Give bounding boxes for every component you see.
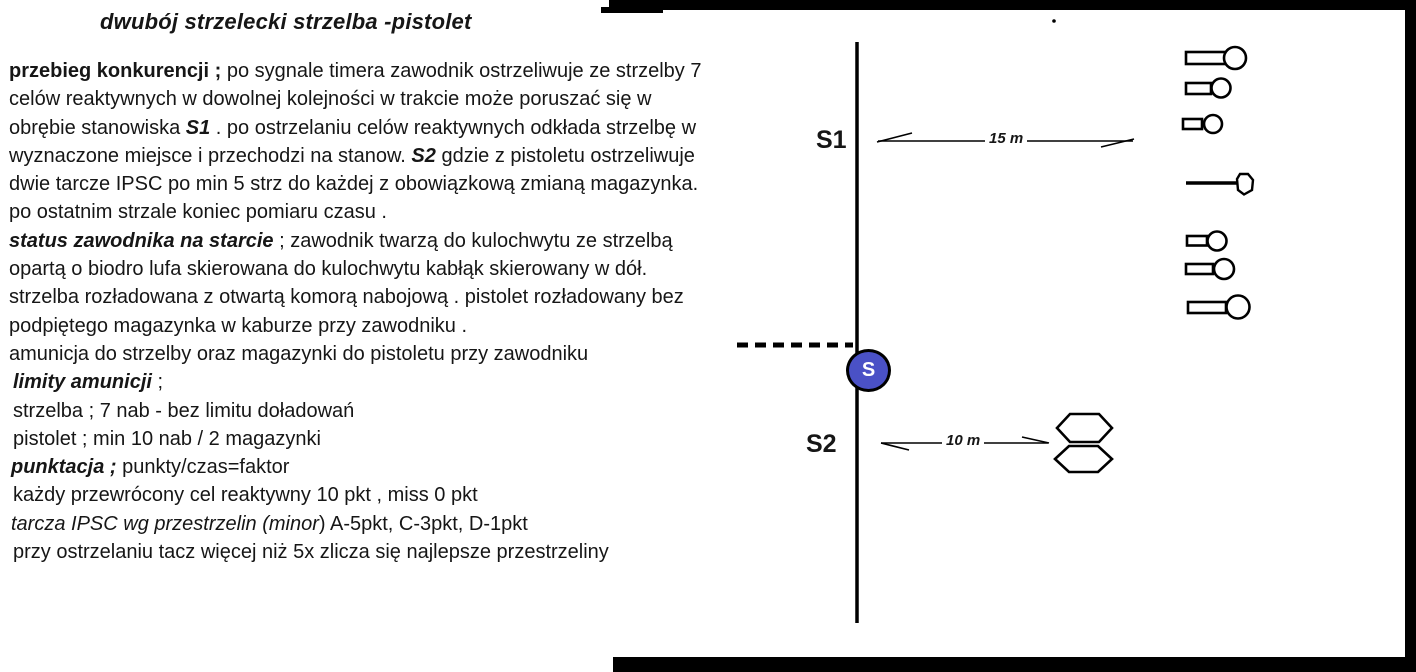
start-marker-label: S [861,359,876,381]
popper-target-icon [1186,47,1246,69]
rules-text-run: podpiętego magazynka w kaburze przy zawodniku . [9,314,468,337]
rules-text-run: punkty/czas=faktor [116,456,290,479]
hex-target-icon [1055,446,1112,472]
rules-text-run: gdzie z pistoletu ostrzeliwuje [435,144,695,167]
rules-text-run: limity amunicji [13,371,152,394]
popper-target-icon [1186,174,1253,195]
rules-text-run: ; [151,371,164,394]
rules-text-run: wyznaczone miejsce i przechodzi na stanow. [9,144,412,167]
rules-text-run: tarcza IPSC wg przestrzelin (minor [11,512,319,535]
popper-target-icon [1183,115,1222,133]
distance-10m-label: 10 m [942,432,984,449]
rules-text-run: strzelba rozładowana z otwartą komorą nabojową . pistolet rozładowany bez [9,286,684,309]
rules-text-run: pistolet ; min 10 nab / 2 magazynki [13,427,321,450]
rules-text-run: po ostatnim strzale koniec pomiaru czasu . [9,201,387,224]
rules-text-run: S2 [411,144,436,167]
rules-text-run: dwie tarcze IPSC po min 5 strz do każdej z obowiązkową zmianą magazynka. [9,173,699,196]
rules-text-run: ) A-5pkt, C-3pkt, D-1pkt [318,512,528,535]
station-s2-label: S2 [806,430,837,458]
rules-text-run: po sygnale timera zawodnik ostrzeliwuje ze strzelby 7 [221,60,702,82]
stray-dot-mark [1052,19,1056,23]
rules-text-run: punktacja ; [11,456,117,479]
start-circle-icon [846,349,891,392]
hex-target-icon [1057,414,1112,442]
popper-target-icon [1188,296,1250,319]
rules-text-run: obrębie stanowiska [9,116,186,139]
station-s1-label: S1 [816,126,847,154]
popper-target-icon [1186,79,1231,98]
rules-text-run: przebieg konkurencji ; [9,60,222,82]
page-title: dwubój strzelecki strzelba -pistolet [100,9,472,34]
rules-text-run: celów reaktywnych w dowolnej kolejności w trakcie może poruszać się w [9,88,652,111]
rules-text-run: amunicja do strzelby oraz magazynki do pistoletu przy zawodniku [9,342,589,365]
rules-text-run: każdy przewrócony cel reaktywny 10 pkt , miss 0 pkt [13,484,478,507]
popper-target-icon [1187,232,1227,251]
rules-text-run: S1 [185,116,211,139]
rules-text-run: . po ostrzelaniu celów reaktywnych odkłada strzelbę w [210,116,697,139]
rules-text-run: status zawodnika na starcie [9,229,274,252]
popper-target-icon [1186,259,1234,279]
rules-text-run: opartą o biodro lufa skierowana do kulochwytu kabłąk skierowany w dół. [9,258,648,281]
rules-text-run: strzelba ; 7 nab - bez limitu doładowań [13,399,355,422]
rules-text-run: przy ostrzelaniu tacz więcej niż 5x zlicza się najlepsze przestrzeliny [13,541,609,564]
distance-15m-label: 15 m [985,130,1027,147]
rules-text-run: ; zawodnik twarzą do kulochwytu ze strzelbą [273,229,673,252]
